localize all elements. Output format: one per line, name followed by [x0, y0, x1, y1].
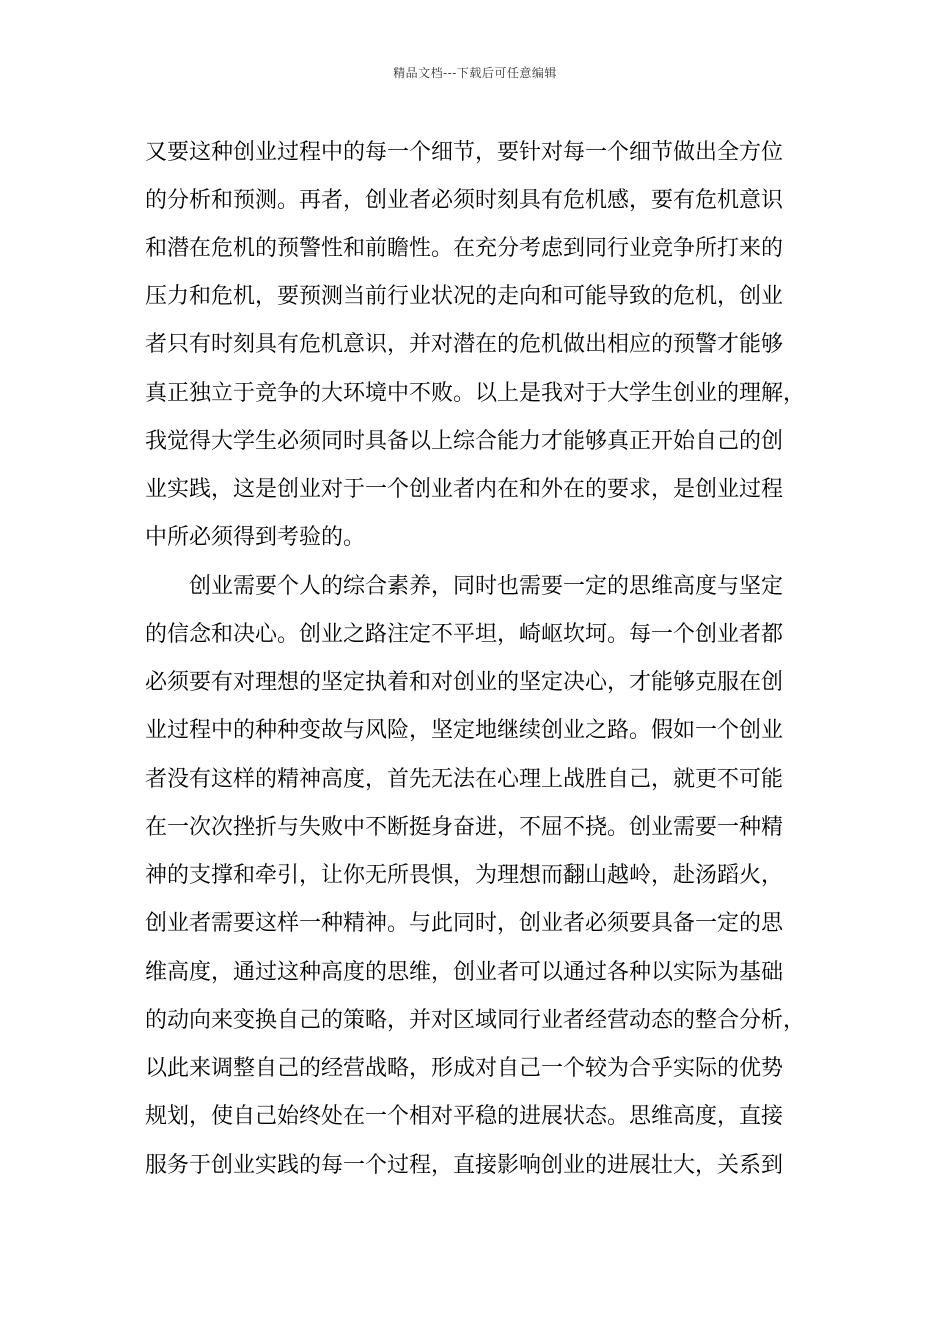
paragraph-2-first-line: 创业需要个人的综合素养，同时也需要一定的思维高度与坚定	[189, 574, 784, 599]
paragraph-2-line: 业过程中的种种变故与风险，坚定地继续创业之路。假如一个创业	[145, 718, 784, 743]
page-header: 精品文档---下载后可任意编辑	[393, 66, 557, 80]
paragraph-2-line: 以此来调整自己的经营战略，形成对自己一个较为合乎实际的优势	[145, 1056, 784, 1081]
paragraph-2-line: 神的支撑和牵引，让你无所畏惧，为理想而翻山越岭，赴汤蹈火，	[145, 863, 784, 888]
paragraph-2-line: 规划，使自己始终处在一个相对平稳的进展状态。思维高度，直接	[145, 1104, 784, 1129]
paragraph-2-line: 维高度，通过这种高度的思维，创业者可以通过各种以实际为基础	[145, 960, 784, 985]
paragraph-2-line: 服务于创业实践的每一个过程，直接影响创业的进展壮大，关系到	[145, 1153, 784, 1178]
paragraph-1-line: 的分析和预测。再者，创业者必须时刻具有危机感，要有危机意识	[145, 188, 784, 213]
paragraph-2-line: 在一次次挫折与失败中不断挺身奋进，不屈不挠。创业需要一种精	[145, 815, 784, 840]
paragraph-2-line: 创业者需要这样一种精神。与此同时，创业者必须要具备一定的思	[145, 911, 784, 936]
paragraph-1-line: 又要这种创业过程中的每一个细节，要针对每一个细节做出全方位	[145, 140, 784, 165]
paragraph-1-line: 中所必须得到考验的。	[145, 525, 366, 550]
paragraph-2-line: 必须要有对理想的坚定执着和对创业的坚定决心，才能够克服在创	[145, 670, 784, 695]
paragraph-1-line: 和潜在危机的预警性和前瞻性。在充分考虑到同行业竞争所打来的	[145, 236, 784, 261]
paragraph-2-line: 者没有这样的精神高度，首先无法在心理上战胜自己，就更不可能	[145, 767, 784, 792]
paragraph-1-line: 压力和危机，要预测当前行业状况的走向和可能导致的危机，创业	[145, 284, 784, 309]
paragraph-1-line: 者只有时刻具有危机意识，并对潜在的危机做出相应的预警才能够	[145, 332, 784, 357]
paragraph-1-line: 真正独立于竞争的大环境中不败。以上是我对于大学生创业的理解，	[145, 381, 806, 406]
paragraph-2-line: 的信念和决心。创业之路注定不平坦，崎岖坎坷。每一个创业者都	[145, 622, 784, 647]
paragraph-2-line: 的动向来变换自己的策略，并对区域同行业者经营动态的整合分析，	[145, 1008, 806, 1033]
paragraph-1-line: 我觉得大学生必须同时具备以上综合能力才能够真正开始自己的创	[145, 429, 784, 454]
paragraph-1-line: 业实践，这是创业对于一个创业者内在和外在的要求，是创业过程	[145, 477, 784, 502]
